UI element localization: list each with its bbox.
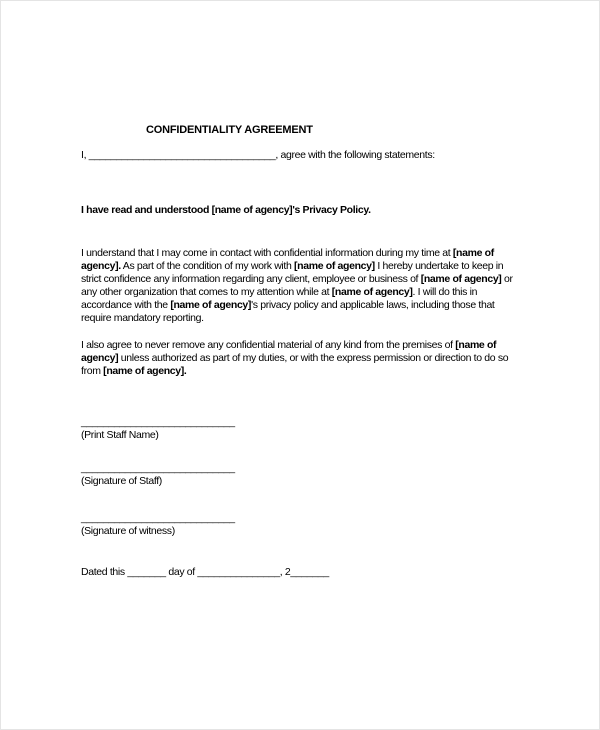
- dated-line: Dated this _______ day of _______________, 2_______: [81, 566, 329, 578]
- intro-line: I, __________________________________, agree with the following statements:: [81, 149, 435, 161]
- signature-line-print-name: ____________________________: [81, 416, 235, 428]
- signature-block-print-name: [81, 416, 521, 442]
- signature-line-staff: ____________________________: [81, 462, 235, 474]
- document-content: [1, 1, 599, 579]
- signature-label-print-name: (Print Staff Name): [81, 429, 159, 441]
- signature-label-witness: (Signature of witness): [81, 525, 175, 537]
- signature-block-witness: [81, 512, 521, 538]
- signature-label-staff: (Signature of Staff): [81, 475, 162, 487]
- signature-block-staff: [81, 462, 521, 488]
- paragraph-material-removal: I also agree to never remove any confidential material of any kind from the premises of [name of agency] unless authorized as part of my duties, or with the express permission or direction to do so from [name of agency].: [81, 339, 509, 377]
- document-title: CONFIDENTIALITY AGREEMENT: [146, 124, 313, 136]
- policy-statement-heading: I have read and understood [name of agency]'s Privacy Policy.: [81, 204, 371, 216]
- signature-line-witness: ____________________________: [81, 512, 235, 524]
- paragraph-confidentiality: I understand that I may come in contact with confidential information during my time at [name of agency]. As part of the condition of my work with [name of agency] I hereby undertake to keep in strict confidence any information regarding any client, employee or business of [name of agency] or any other organization that comes to my attention while at [name of agency]. I will do this in accordance with the [name of agency]'s privacy policy and applicable laws, including those that require mandatory reporting.: [81, 247, 513, 324]
